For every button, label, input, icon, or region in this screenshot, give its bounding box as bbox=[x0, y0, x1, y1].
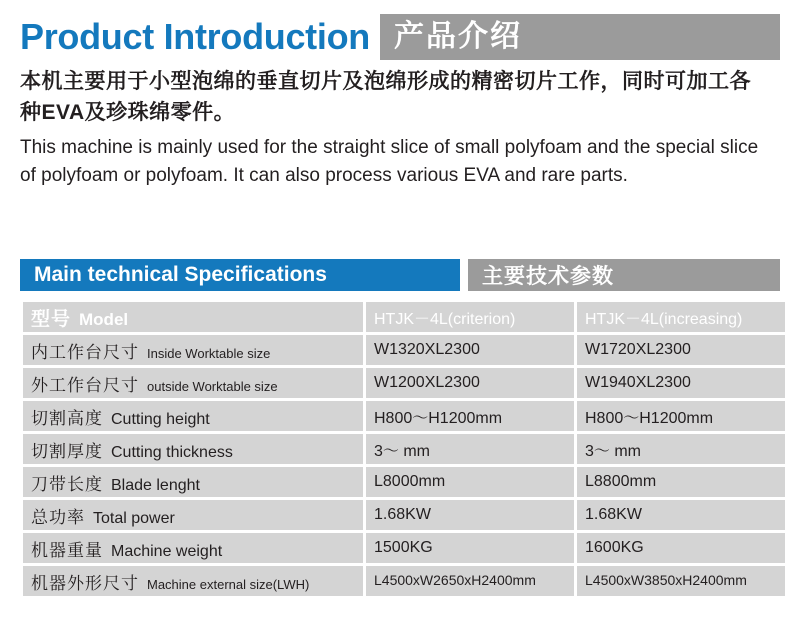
table-row-value-col1: H800～H1200mm bbox=[366, 401, 574, 431]
table-row-label-cell bbox=[23, 335, 363, 365]
table-row-label-cell bbox=[23, 434, 363, 464]
table-row bbox=[23, 401, 785, 431]
table-row bbox=[23, 467, 785, 497]
intro-paragraph-cn: 本机主要用于小型泡绵的垂直切片及泡绵形成的精密切片工作，同时可加工各种EVA及珍珠绵零件。 bbox=[20, 70, 751, 124]
table-row-label-cell bbox=[23, 500, 363, 530]
table-row-value-col2: W1940XL2300 bbox=[577, 368, 785, 398]
table-row-value-col2: H800～H1200mm bbox=[577, 401, 785, 431]
specs-header-gap bbox=[460, 259, 468, 291]
table-row bbox=[23, 335, 785, 365]
table-header-model-cn: 型号 bbox=[31, 308, 72, 330]
specs-header-en: Main technical Specifications bbox=[20, 259, 460, 291]
table-row-value-col1: W1200XL2300 bbox=[366, 368, 574, 398]
table-row-label-cell bbox=[23, 467, 363, 497]
table-row-value-col1: L8000mm bbox=[366, 467, 574, 497]
table-row-label-en: Cutting thickness bbox=[111, 443, 233, 461]
table-row bbox=[23, 500, 785, 530]
table-row-label-en: Machine weight bbox=[111, 542, 223, 560]
table-row-value-col1: 1.68KW bbox=[366, 500, 574, 530]
table-row-value-col1: 1500KG bbox=[366, 533, 574, 563]
table-row-value-col2: W1720XL2300 bbox=[577, 335, 785, 365]
table-row-label-cell bbox=[23, 566, 363, 596]
table-row bbox=[23, 533, 785, 563]
table-row bbox=[23, 368, 785, 398]
page-title-en: Product Introduction bbox=[20, 16, 370, 57]
table-row-value-col1: 3～ mm bbox=[366, 434, 574, 464]
table-row-label-en: outside Worktable size bbox=[147, 378, 278, 394]
table-row-value-col1: L4500xW2650xH2400mm bbox=[366, 566, 574, 596]
table-row-label-cn: 切割高度 bbox=[31, 408, 103, 428]
table-header-model-cell bbox=[23, 302, 363, 332]
table-header-col1: HTJK－4L(criterion) bbox=[366, 302, 574, 332]
table-row-value-col2: 1.68KW bbox=[577, 500, 785, 530]
page-title-cn: 产品介绍 bbox=[393, 20, 522, 53]
table-row-label-cn: 切割厚度 bbox=[31, 441, 103, 461]
table-row-value-col2: L8800mm bbox=[577, 467, 785, 497]
table-header-col2: HTJK－4L(increasing) bbox=[577, 302, 785, 332]
table-row-label-en: Inside Worktable size bbox=[147, 345, 271, 361]
table-row bbox=[23, 434, 785, 464]
table-row-value-col2: L4500xW3850xH2400mm bbox=[577, 566, 785, 596]
table-row-label-cn: 机器重量 bbox=[31, 540, 103, 560]
table-row-label-en: Machine external size(LWH) bbox=[147, 576, 310, 592]
table-row-label-cn: 总功率 bbox=[31, 507, 85, 527]
table-row-value-col1: W1320XL2300 bbox=[366, 335, 574, 365]
table-row-label-cell bbox=[23, 368, 363, 398]
page-header bbox=[20, 14, 780, 60]
page-title-cn-band bbox=[380, 14, 780, 60]
table-row-label-en: Blade lenght bbox=[111, 476, 200, 494]
table-row-label-cell bbox=[23, 401, 363, 431]
table-header-model-en: Model bbox=[79, 309, 129, 329]
table-header-row bbox=[23, 302, 785, 332]
specs-section-header bbox=[20, 259, 780, 291]
table-row-label-cn: 刀带长度 bbox=[31, 474, 103, 494]
intro-paragraph-en: This machine is mainly used for the straight slice of small polyfoam and the special slice of polyfoam or polyfoam. It can also process various EVA and rare parts. bbox=[20, 137, 759, 186]
table-row-value-col2: 1600KG bbox=[577, 533, 785, 563]
table-row-label-en: Total power bbox=[93, 509, 175, 527]
specs-table bbox=[20, 299, 788, 599]
table-row-label-cell bbox=[23, 533, 363, 563]
specs-header-cn: 主要技术参数 bbox=[468, 259, 780, 291]
table-row-value-col2: 3～ mm bbox=[577, 434, 785, 464]
table-row-label-cn: 机器外形尺寸 bbox=[31, 573, 139, 593]
table-row-label-en: Cutting height bbox=[111, 410, 210, 428]
table-row-label-cn: 内工作台尺寸 bbox=[31, 342, 139, 362]
table-row-label-cn: 外工作台尺寸 bbox=[31, 375, 139, 395]
table-row bbox=[23, 566, 785, 596]
